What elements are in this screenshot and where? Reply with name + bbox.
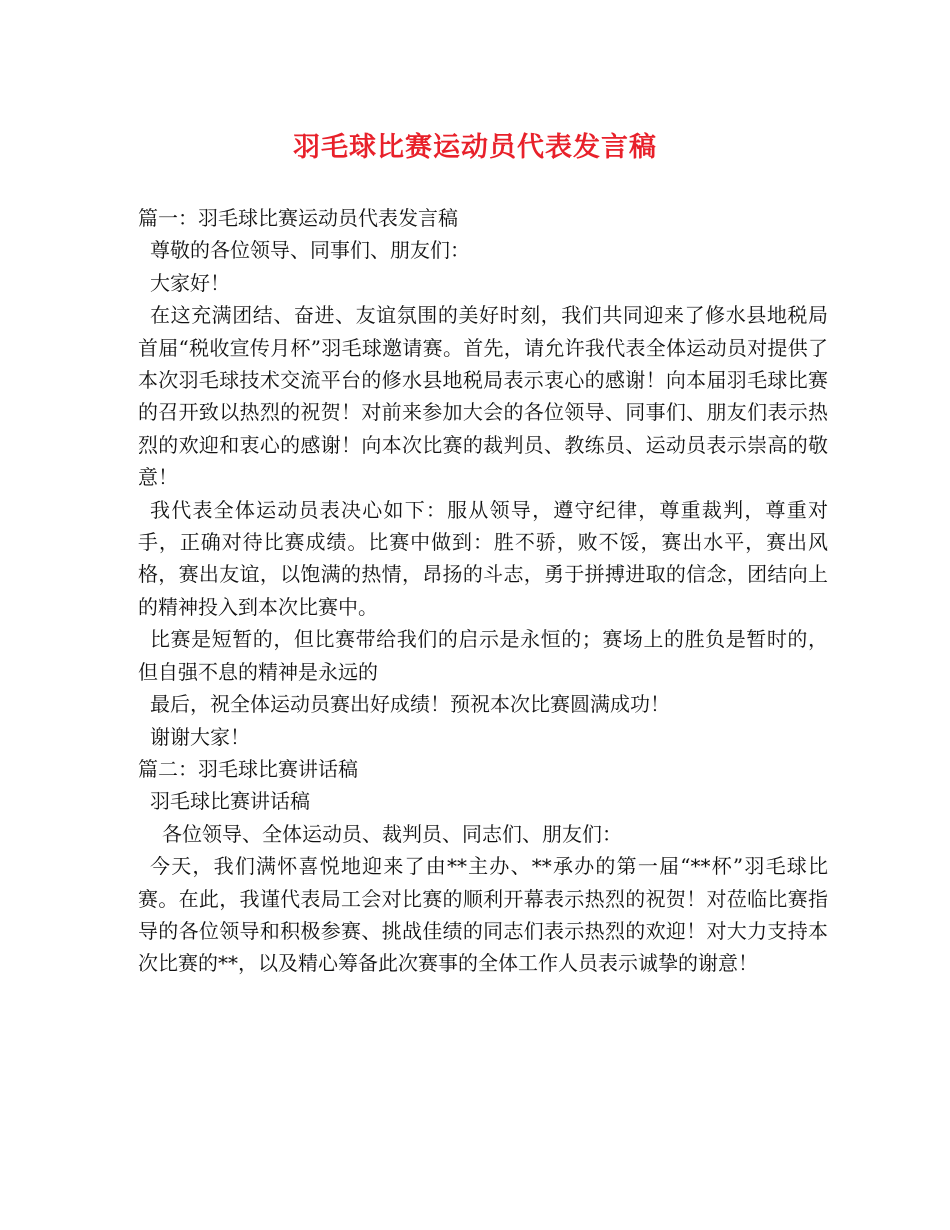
paragraph: 在这充满团结、奋进、友谊氛围的美好时刻，我们共同迎来了修水县地税局首届“税收宣传月杯”羽毛球邀请赛。首先，请允许我代表全体运动员对提供了本次羽毛球技术交流平台的修水县地税局表示衷心的感谢！向本届羽毛球比赛的召开致以热烈的祝贺！对前来参加大会的各位领导、同事们、朋友们表示热烈的欢迎和衷心的感谢！向本次比赛的裁判员、教练员、运动员表示崇高的敬意！	[138, 303, 828, 490]
document-title: 羽毛球比赛运动员代表发言稿	[293, 132, 657, 163]
paragraph: 最后，祝全体运动员赛出好成绩！预祝本次比赛圆满成功！	[150, 692, 670, 717]
paragraph: 篇一：羽毛球比赛运动员代表发言稿	[138, 206, 458, 230]
paragraph: 各位领导、全体运动员、裁判员、同志们、朋友们：	[162, 821, 622, 846]
paragraph: 谢谢大家！	[150, 724, 250, 749]
paragraph: 羽毛球比赛讲话稿	[150, 789, 310, 814]
paragraph: 尊敬的各位领导、同事们、朋友们：	[150, 238, 470, 263]
document-body	[138, 202, 828, 980]
paragraph: 篇二：羽毛球比赛讲话稿	[138, 756, 358, 781]
paragraph: 我代表全体运动员表决心如下：服从领导，遵守纪律，尊重裁判，尊重对手，正确对待比赛成绩。比赛中做到：胜不骄，败不馁，赛出水平，赛出风格，赛出友谊，以饱满的热情，昂扬的斗志，勇于拼搏进取的信念，团结向上的精神投入到本次比赛中。	[138, 497, 828, 619]
paragraph: 今天，我们满怀喜悦地迎来了由**主办、**承办的第一届“**杯”羽毛球比赛。在此，我谨代表局工会对比赛的顺利开幕表示热烈的祝贺！对莅临比赛指导的各位领导和积极参赛、挑战佳绩的同志们表示热烈的欢迎！对大力支持本次比赛的**，以及精心筹备此次赛事的全体工作人员表示诚挚的谢意！	[138, 854, 828, 976]
paragraph: 比赛是短暂的，但比赛带给我们的启示是永恒的；赛场上的胜负是暂时的，但自强不息的精神是永远的	[138, 627, 828, 684]
paragraph: 大家好！	[150, 270, 230, 295]
